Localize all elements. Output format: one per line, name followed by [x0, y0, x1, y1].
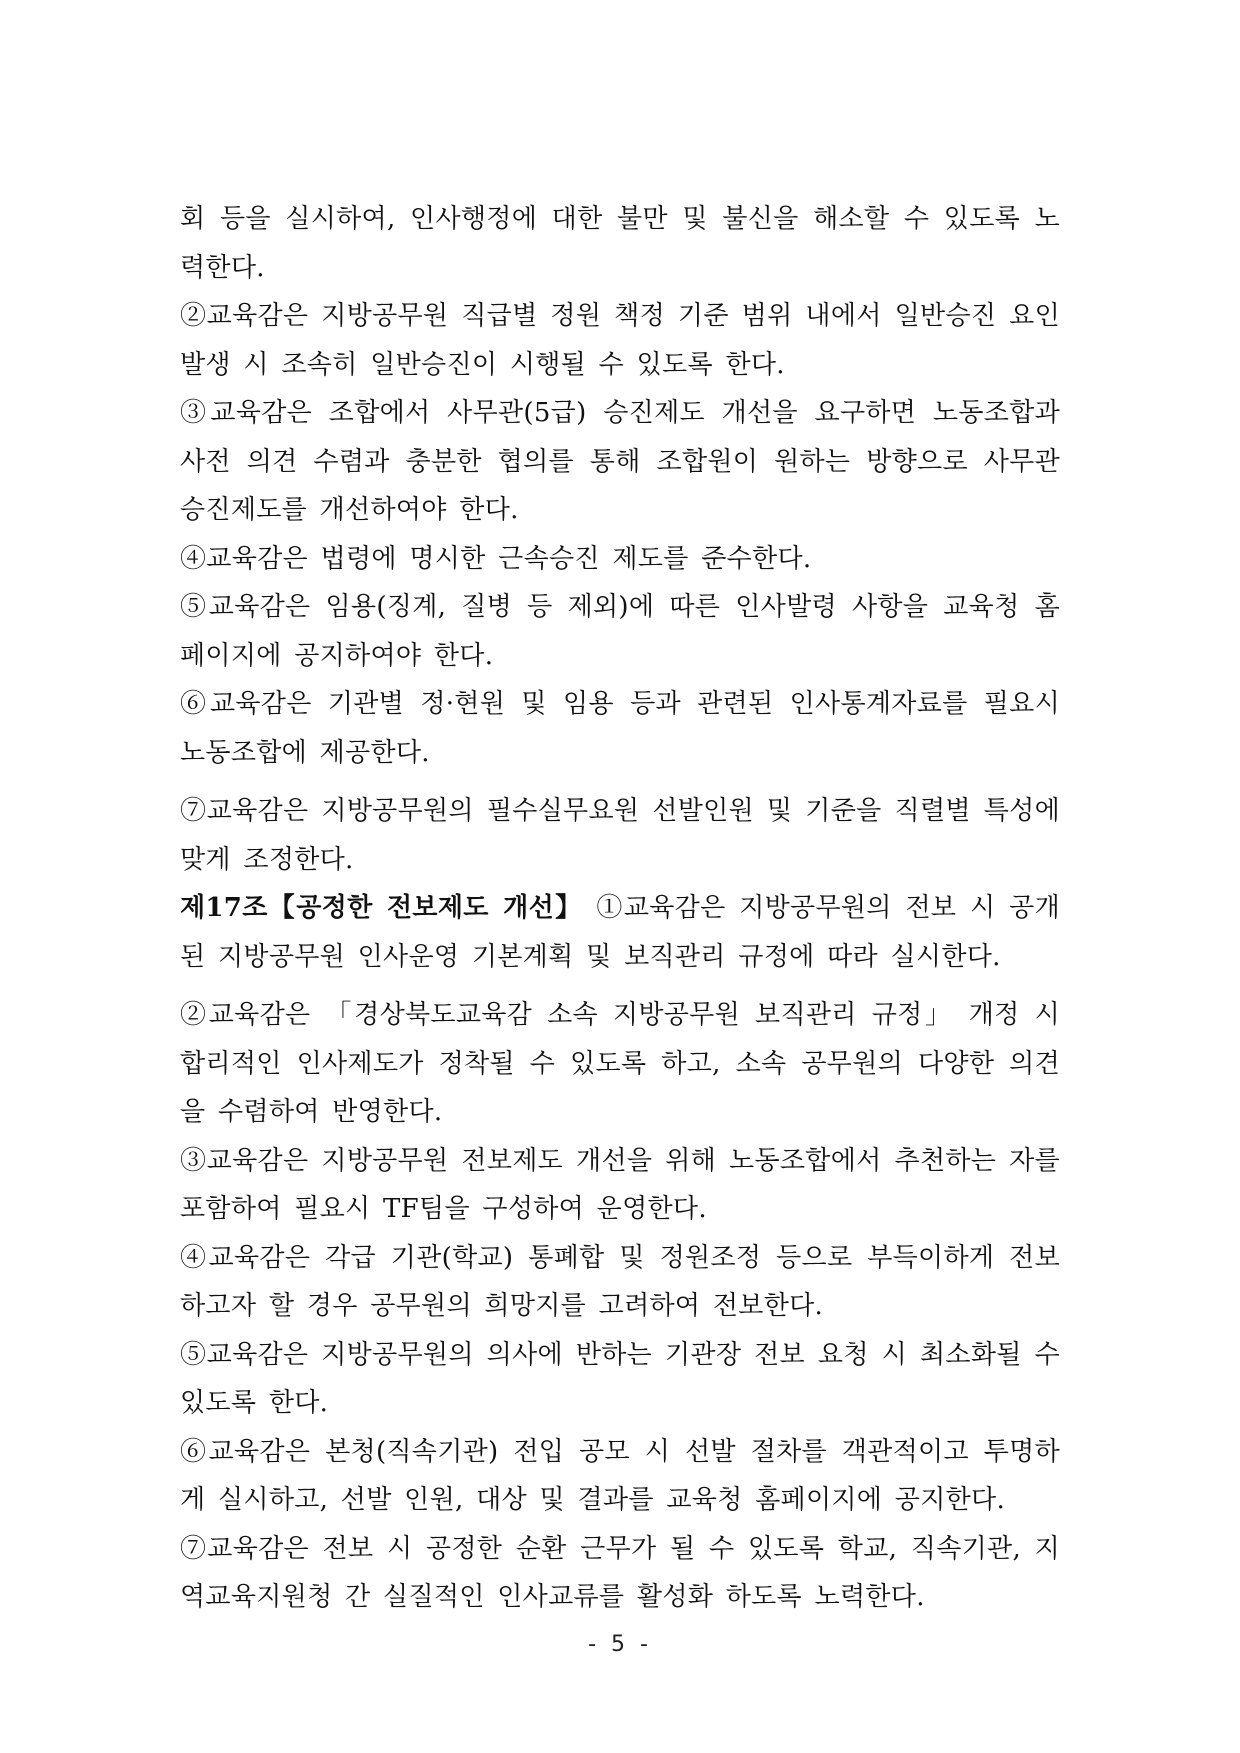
article-17-clause-1: ①교육감은 지방공무원의 전보 시 공개된 지방공무원 인사운영 기본계획 및 보직관리 규정에 따라 실시한다.	[180, 893, 1060, 972]
document-body	[180, 195, 1060, 1622]
article-17-clause-7: ⑦교육감은 전보 시 공정한 순환 근무가 될 수 있도록 학교, 직속기관, 지역교육지원청 간 실질적인 인사교류를 활성화 하도록 노력한다.	[180, 1533, 1060, 1612]
paragraph-clause-6: ⑥교육감은 기관별 정·현원 및 임용 등과 관련된 인사통계자료를 필요시 노동조합에 제공한다.	[180, 689, 1060, 768]
page-number: - 5 -	[588, 1632, 652, 1657]
article-17-clause-3: ③교육감은 지방공무원 전보제도 개선을 위해 노동조합에서 추천하는 자를 포함하여 필요시 TF팀을 구성하여 운영한다.	[180, 1145, 1060, 1224]
article-17-clause-5: ⑤교육감은 지방공무원의 의사에 반하는 기관장 전보 요청 시 최소화될 수 있도록 한다.	[180, 1339, 1060, 1418]
paragraph-clause-7: ⑦교육감은 지방공무원의 필수실무요원 선발인원 및 기준을 직렬별 특성에 맞게 조정한다.	[180, 796, 1060, 875]
article-17-clause-2: ②교육감은 「경상북도교육감 소속 지방공무원 보직관리 규정」 개정 시 합리적인 인사제도가 정착될 수 있도록 하고, 소속 공무원의 다양한 의견을 수렴하여 반영한다.	[180, 1000, 1060, 1127]
article-17-clause-4: ④교육감은 각급 기관(학교) 통폐합 및 정원조정 등으로 부득이하게 전보하고자 할 경우 공무원의 희망지를 고려하여 전보한다.	[180, 1242, 1060, 1321]
article-17	[180, 884, 1060, 981]
article-17-heading: 제17조【공정한 전보제도 개선】	[180, 893, 583, 923]
paragraph-clause-5: ⑤교육감은 임용(징계, 질병 등 제외)에 따른 인사발령 사항을 교육청 홈페이지에 공지하여야 한다.	[180, 592, 1060, 671]
paragraph-clause-3: ③교육감은 조합에서 사무관(5급) 승진제도 개선을 요구하면 노동조합과 사전 의견 수렴과 충분한 협의를 통해 조합원이 원하는 방향으로 사무관 승진제도를 개선하여야 한다.	[180, 398, 1060, 525]
paragraph-continuation: 회 등을 실시하여, 인사행정에 대한 불만 및 불신을 해소할 수 있도록 노력한다.	[180, 204, 1060, 283]
article-17-clause-6: ⑥교육감은 본청(직속기관) 전입 공모 시 선발 절차를 객관적이고 투명하게 실시하고, 선발 인원, 대상 및 결과를 교육청 홈페이지에 공지한다.	[180, 1436, 1060, 1515]
paragraph-clause-2: ②교육감은 지방공무원 직급별 정원 책정 기준 범위 내에서 일반승진 요인 발생 시 조속히 일반승진이 시행될 수 있도록 한다.	[180, 301, 1060, 380]
paragraph-clause-4: ④교육감은 법령에 명시한 근속승진 제도를 준수한다.	[180, 543, 812, 574]
